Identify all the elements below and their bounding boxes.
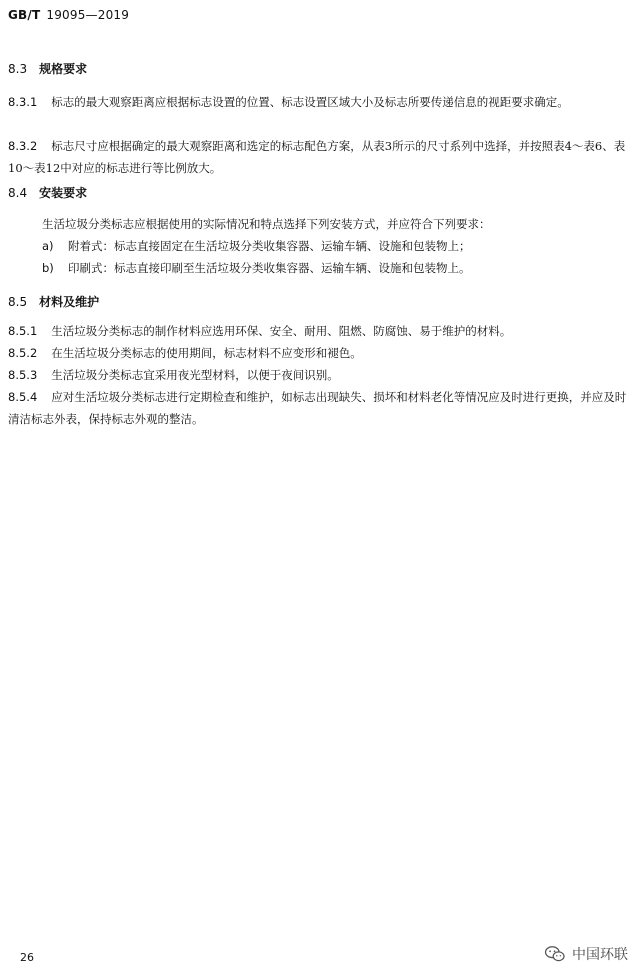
standard-prefix: GB/T — [8, 8, 41, 22]
wechat-icon — [544, 945, 566, 963]
list-item-text: 附着式：标志直接固定在生活垃圾分类收集容器、运输车辆、设施和包装物上； — [68, 239, 471, 253]
section-intro: 生活垃圾分类标志应根据使用的实际情况和特点选择下列安装方式，并应符合下列要求： — [42, 217, 491, 231]
clause-number: 8.5.2 — [8, 346, 38, 360]
section-number: 8.4 — [8, 186, 28, 200]
clause-number: 8.5.3 — [8, 368, 38, 382]
standard-code: 19095—2019 — [46, 8, 130, 22]
clause-8-3-1 — [8, 91, 628, 113]
clause-number: 8.3.1 — [8, 95, 38, 109]
list-marker: b) — [42, 261, 54, 275]
clause-text: 在生活垃圾分类标志的使用期间，标志材料不应变形和褪色。 — [51, 346, 362, 360]
section-number: 8.3 — [8, 62, 28, 76]
clause-8-3-2 — [8, 135, 628, 179]
clause-8-5-4 — [8, 386, 628, 430]
clause-8-5-1 — [8, 320, 628, 342]
standard-header — [8, 8, 129, 22]
list-item-text: 印刷式：标志直接印刷至生活垃圾分类收集容器、运输车辆、设施和包装物上。 — [68, 261, 471, 275]
page-number: 26 — [20, 951, 34, 964]
section-number: 8.5 — [8, 295, 28, 309]
clause-8-5-3 — [8, 364, 628, 386]
list-marker: a) — [42, 239, 54, 253]
clause-text: 应对生活垃圾分类标志进行定期检查和维护，如标志出现缺失、损坏和材料老化等情况应及时进行更换，并应及时清洁标志外表，保持标志外观的整洁。 — [8, 390, 627, 426]
clause-number: 8.5.4 — [8, 390, 38, 404]
section-title: 规格要求 — [39, 62, 88, 76]
section-heading-8-3 — [8, 60, 87, 77]
watermark-text: 中国环联 — [572, 947, 628, 963]
watermark — [544, 944, 628, 964]
clause-text: 生活垃圾分类标志宜采用夜光型材料，以便于夜间识别。 — [51, 368, 339, 382]
section-heading-8-4 — [8, 184, 87, 201]
section-heading-8-5 — [8, 293, 99, 310]
clause-number: 8.5.1 — [8, 324, 38, 338]
clause-number: 8.3.2 — [8, 139, 38, 153]
clause-8-5-2 — [8, 342, 628, 364]
clause-text: 标志的最大观察距离应根据标志设置的位置、标志设置区域大小及标志所要传递信息的视距要求确定。 — [51, 95, 569, 109]
list-item-a — [42, 235, 628, 257]
clause-text: 标志尺寸应根据确定的最大观察距离和选定的标志配色方案，从表3所示的尺寸系列中选择，并按照表4～表6、表10～表12中对应的标志进行等比例放大。 — [8, 139, 626, 175]
list-item-b — [42, 257, 628, 279]
section-title: 材料及维护 — [39, 295, 100, 309]
section-title: 安装要求 — [39, 186, 88, 200]
clause-text: 生活垃圾分类标志的制作材料应选用环保、安全、耐用、阻燃、防腐蚀、易于维护的材料。 — [51, 324, 512, 338]
